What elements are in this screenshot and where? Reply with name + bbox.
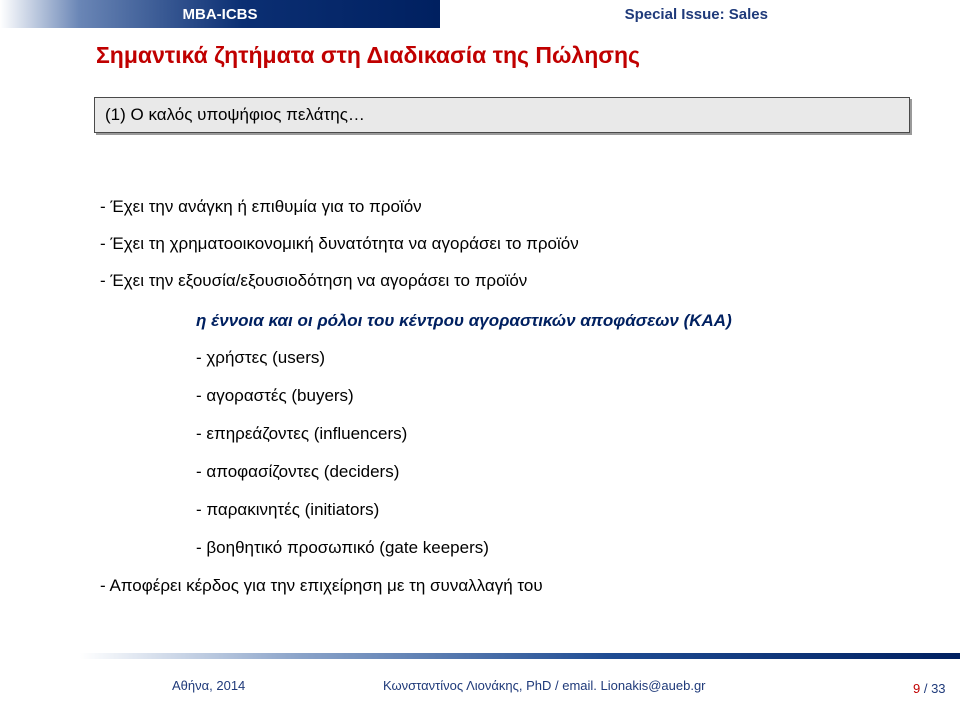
header-issue: Special Issue: Sales — [624, 6, 768, 23]
bullet-authority: - Έχει την εξουσία/εξουσιοδότηση να αγοράσει το προϊόν — [100, 271, 528, 290]
footer-bar — [80, 653, 960, 659]
page-current: 9 — [913, 681, 921, 696]
bullet-need: - Έχει την ανάγκη ή επιθυμία για το προϊόν — [100, 197, 422, 216]
footer-author: Κωνσταντίνος Λιονάκης, PhD / email. Lionakis@aueb.gr — [383, 678, 706, 693]
kaa-heading: η έννοια και οι ρόλοι του κέντρου αγοραστικών αποφάσεων (ΚΑΑ) — [196, 311, 732, 330]
slide-title: Σημαντικά ζητήματα στη Διαδικασία της Πώλησης — [96, 42, 640, 68]
bullet-financial: - Έχει τη χρηματοοικονομική δυνατότητα να αγοράσει το προϊόν — [100, 234, 579, 253]
section-box — [94, 97, 910, 133]
role-deciders: - αποφασίζοντες (deciders) — [196, 462, 400, 481]
role-users: - χρήστες (users) — [196, 348, 326, 367]
role-gatekeepers: - βοηθητικό προσωπικό (gate keepers) — [196, 538, 489, 557]
role-initiators: - παρακινητές (initiators) — [196, 500, 380, 519]
footer-date: Αθήνα, 2014 — [172, 678, 246, 693]
section-box-text: (1) Ο καλός υποψήφιος πελάτης… — [105, 105, 365, 124]
header-brand: MBA-ICBS — [182, 6, 258, 23]
page-total: / 33 — [920, 681, 946, 696]
page-number — [913, 681, 946, 696]
role-buyers: - αγοραστές (buyers) — [196, 386, 354, 405]
role-influencers: - επηρεάζοντες (influencers) — [196, 424, 408, 443]
bullet-profit: - Αποφέρει κέρδος για την επιχείρηση με τη συναλλαγή του — [100, 576, 543, 595]
